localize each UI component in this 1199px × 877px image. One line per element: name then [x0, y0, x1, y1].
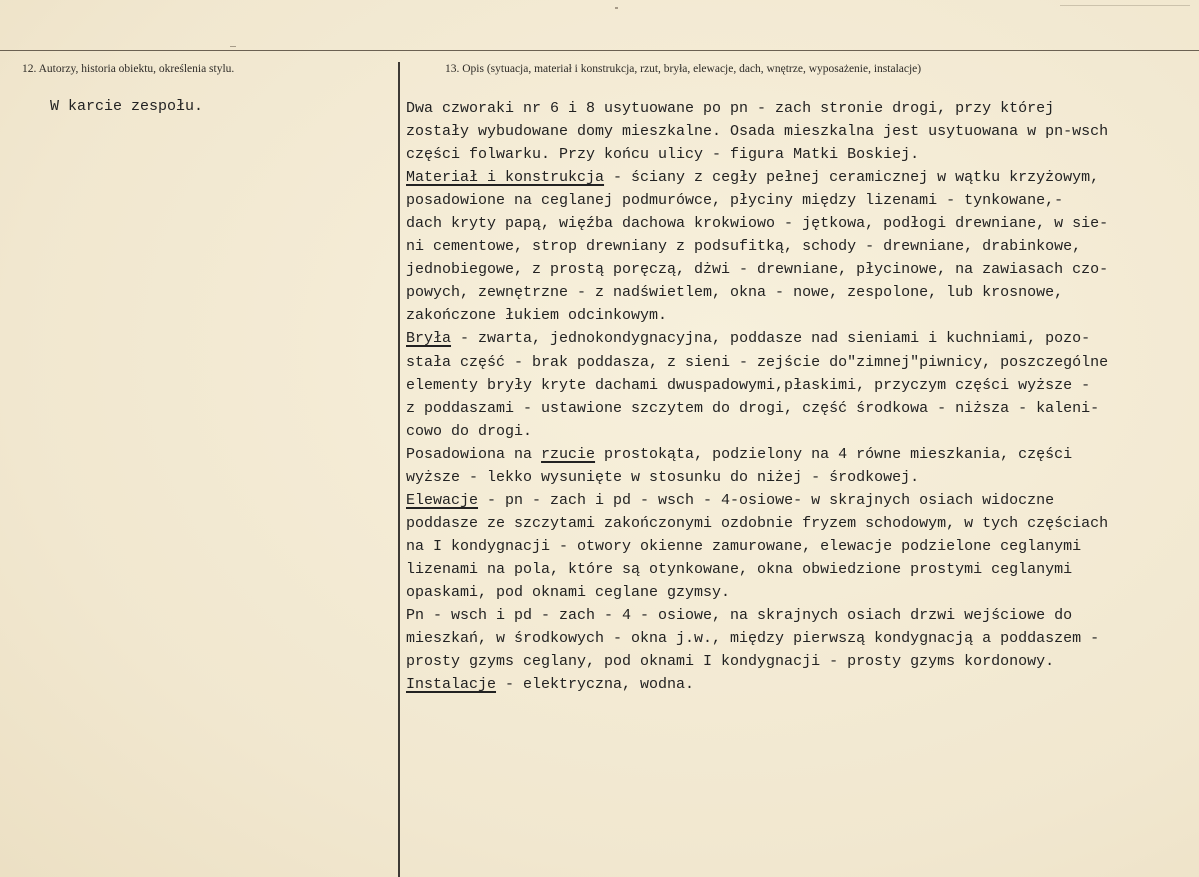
- section-13-description: [406, 97, 1108, 696]
- line-text: poddasze ze szczytami zakończonymi ozdobnie fryzem schodowym, w tych częściach: [406, 514, 1109, 532]
- description-line: [406, 581, 1108, 604]
- section-12-header: 12. Autorzy, historia obiektu, określenia stylu.: [22, 63, 235, 75]
- underlined-heading: Elewacje: [406, 491, 479, 509]
- description-line: [406, 235, 1108, 258]
- description-line: [406, 650, 1108, 673]
- description-line: [406, 443, 1108, 466]
- description-line: [406, 604, 1108, 627]
- line-text: elementy bryły kryte dachami dwuspadowymi,płaskimi, przyczym części wyższe -: [406, 376, 1091, 394]
- line-text: zakończone łukiem odcinkowym.: [406, 307, 668, 325]
- section-13-header: 13. Opis (sytuacja, materiał i konstrukcja, rzut, bryła, elewacje, dach, wnętrze, wyposażenie, instalacje): [445, 63, 922, 75]
- line-text: opaskami, pod oknami ceglane gzymsy.: [406, 583, 731, 601]
- description-line: [406, 143, 1108, 166]
- underlined-heading: Bryła: [406, 330, 452, 348]
- description-line: [406, 466, 1108, 489]
- section-12-text: W karcie zespołu.: [50, 98, 204, 115]
- underlined-heading: rzucie: [541, 445, 596, 463]
- description-line: [406, 97, 1108, 120]
- description-line: [406, 281, 1108, 304]
- line-text: części folwarku. Przy końcu ulicy - figura Matki Boskiej.: [406, 146, 920, 164]
- line-text: Pn - wsch i pd - zach - 4 - osiowe, na skrajnych osiach drzwi wejściowe do: [406, 607, 1073, 625]
- line-text: posadowione na ceglanej podmurówce, płyciny między lizenami - tynkowane,-: [406, 192, 1064, 210]
- description-line: [406, 327, 1108, 350]
- line-text: - ściany z cegły pełnej ceramicznej w wątku krzyżowym,: [604, 169, 1100, 187]
- paper-speck: [615, 7, 618, 9]
- description-line: [406, 489, 1108, 512]
- description-line: [406, 120, 1108, 143]
- line-text: prostokąta, podzielony na 4 równe mieszkania, części: [595, 445, 1073, 463]
- line-text: ni cementowe, strop drewniany z podsufitką, schody - drewniane, drabinkowe,: [406, 238, 1082, 256]
- paper-speck: [230, 46, 236, 47]
- line-text: - zwarta, jednokondygnacyjna, poddasze nad sieniami i kuchniami, pozo-: [451, 330, 1091, 348]
- line-text: jednobiegowe, z prostą poręczą, dżwi - drewniane, płycinowe, na zawiasach czo-: [406, 261, 1109, 279]
- description-line: [406, 374, 1108, 397]
- top-divider-line: [0, 50, 1199, 51]
- line-text: powych, zewnętrzne - z nadświetlem, okna - nowe, zespolone, lub krosnowe,: [406, 284, 1064, 302]
- line-text: prosty gzyms ceglany, pod oknami I kondygnacji - prosty gzyms kordonowy.: [406, 653, 1055, 671]
- line-text: cowo do drogi.: [406, 422, 533, 440]
- line-text: - pn - zach i pd - wsch - 4-osiowe- w skrajnych osiach widoczne: [478, 491, 1055, 509]
- description-line: [406, 420, 1108, 443]
- line-text: stała część - brak poddasza, z sieni - zejście do"zimnej"piwnicy, poszczególne: [406, 353, 1109, 371]
- description-line: [406, 166, 1108, 189]
- column-divider-line: [398, 62, 400, 877]
- description-line: [406, 304, 1108, 327]
- description-line: [406, 397, 1108, 420]
- description-line: [406, 212, 1108, 235]
- line-text: dach kryty papą, więźba dachowa krokwiowo - jętkowa, podłogi drewniane, w sie-: [406, 215, 1109, 233]
- line-text: na I kondygnacji - otwory okienne zamurowane, elewacje podzielone ceglanymi: [406, 537, 1082, 555]
- description-line: [406, 512, 1108, 535]
- description-line: [406, 189, 1108, 212]
- line-text: zostały wybudowane domy mieszkalne. Osada mieszkalna jest usytuowana w pn-wsch: [406, 123, 1109, 141]
- line-text: z poddaszami - ustawione szczytem do drogi, część środkowa - niższa - kaleni-: [406, 399, 1100, 417]
- description-line: [406, 673, 1108, 696]
- underlined-heading: Instalacje: [406, 676, 497, 694]
- line-text: mieszkań, w środkowych - okna j.w., między pierwszą kondygnacją a poddaszem -: [406, 630, 1100, 648]
- line-text: - elektryczna, wodna.: [496, 676, 695, 694]
- description-line: [406, 351, 1108, 374]
- line-text: lizenami na pola, które są otynkowane, okna obwiedzione prostymi ceglanymi: [406, 560, 1073, 578]
- underlined-heading: Materiał i konstrukcja: [406, 169, 605, 187]
- description-line: [406, 258, 1108, 281]
- description-line: [406, 558, 1108, 581]
- line-text: Posadowiona na: [406, 445, 542, 463]
- line-text: Dwa czworaki nr 6 i 8 usytuowane po pn - zach stronie drogi, przy której: [406, 100, 1055, 117]
- paper-speck: [1060, 5, 1190, 6]
- line-text: wyższe - lekko wysunięte w stosunku do niżej - środkowej.: [406, 468, 920, 486]
- description-line: [406, 627, 1108, 650]
- description-line: [406, 535, 1108, 558]
